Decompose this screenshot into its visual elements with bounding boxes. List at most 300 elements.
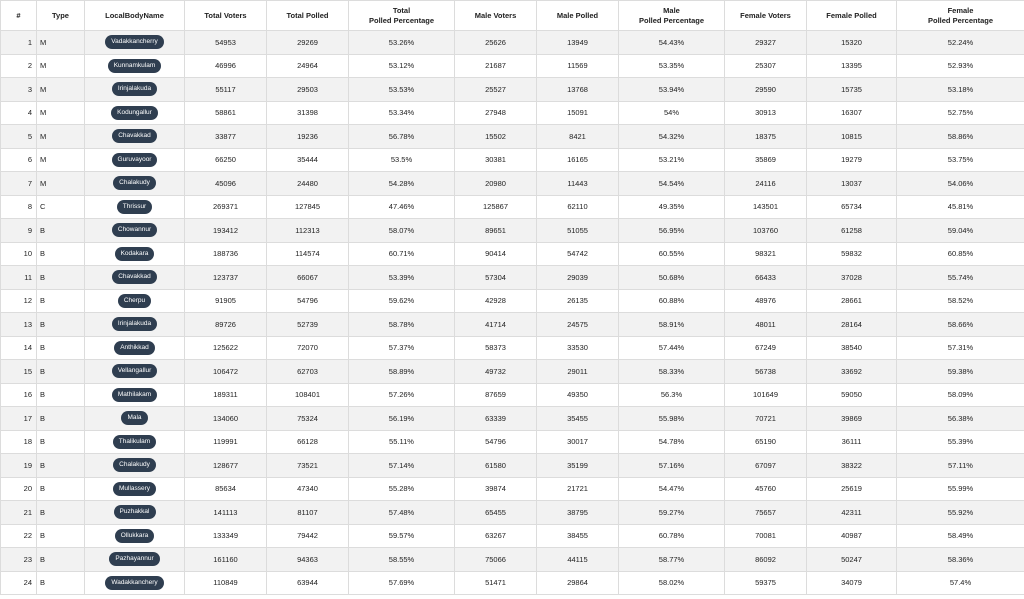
local-body-name-cell [85, 407, 185, 431]
male-voters-cell: 65455 [455, 501, 537, 525]
row-type-cell: M [37, 148, 85, 172]
header-male-polled[interactable]: Male Polled [537, 1, 619, 31]
male-voters-cell: 49732 [455, 360, 537, 384]
header-total-polled-percentage[interactable] [349, 1, 455, 31]
header-male-voters[interactable]: Male Voters [455, 1, 537, 31]
male-polled-cell: 54742 [537, 242, 619, 266]
total-polled-percentage-cell: 53.39% [349, 266, 455, 290]
header-male-pct-line1: Male [663, 5, 680, 15]
local-body-name-badge[interactable]: Kodungallur [111, 106, 158, 120]
total-polled-percentage-cell: 57.14% [349, 454, 455, 478]
total-polled-percentage-cell: 53.12% [349, 54, 455, 78]
table-row[interactable] [1, 548, 1024, 572]
female-polled-percentage-cell: 58.86% [897, 125, 1024, 149]
local-body-name-cell [85, 383, 185, 407]
local-body-name-cell [85, 148, 185, 172]
header-total-pct-line2: Polled Percentage [368, 15, 435, 25]
male-polled-cell: 62110 [537, 195, 619, 219]
male-polled-cell: 15091 [537, 101, 619, 125]
table-row[interactable] [1, 219, 1024, 243]
row-type-cell: B [37, 430, 85, 454]
table-row[interactable] [1, 78, 1024, 102]
local-body-name-cell [85, 78, 185, 102]
total-polled-percentage-cell: 57.37% [349, 336, 455, 360]
local-body-name-cell [85, 219, 185, 243]
male-polled-cell: 8421 [537, 125, 619, 149]
female-polled-percentage-cell: 56.38% [897, 407, 1024, 431]
local-body-name-cell [85, 548, 185, 572]
female-polled-cell: 28164 [807, 313, 897, 337]
total-voters-cell: 161160 [185, 548, 267, 572]
total-polled-percentage-cell: 59.57% [349, 524, 455, 548]
female-polled-percentage-cell: 58.36% [897, 548, 1024, 572]
row-type-cell: M [37, 31, 85, 55]
row-index-cell: 11 [1, 266, 37, 290]
table-row[interactable] [1, 54, 1024, 78]
header-local-body-name[interactable]: LocalBodyName [85, 1, 185, 31]
total-polled-percentage-cell: 58.78% [349, 313, 455, 337]
local-body-name-badge[interactable]: Chavakkad [112, 270, 157, 284]
total-polled-cell: 114574 [267, 242, 349, 266]
total-polled-cell: 81107 [267, 501, 349, 525]
female-polled-cell: 13037 [807, 172, 897, 196]
row-index-cell: 22 [1, 524, 37, 548]
row-index-cell: 6 [1, 148, 37, 172]
total-voters-cell: 58861 [185, 101, 267, 125]
total-polled-cell: 75324 [267, 407, 349, 431]
row-type-cell: B [37, 407, 85, 431]
row-index-cell: 7 [1, 172, 37, 196]
male-polled-percentage-cell: 58.77% [619, 548, 725, 572]
male-voters-cell: 25626 [455, 31, 537, 55]
row-index-cell: 13 [1, 313, 37, 337]
male-polled-cell: 29011 [537, 360, 619, 384]
female-polled-percentage-cell: 52.93% [897, 54, 1024, 78]
row-index-cell: 20 [1, 477, 37, 501]
male-polled-percentage-cell: 54% [619, 101, 725, 125]
male-polled-cell: 29864 [537, 571, 619, 595]
female-voters-cell: 30913 [725, 101, 807, 125]
local-body-name-badge[interactable]: Irinjalakuda [112, 82, 157, 96]
row-index-cell: 24 [1, 571, 37, 595]
female-voters-cell: 45760 [725, 477, 807, 501]
female-voters-cell: 67249 [725, 336, 807, 360]
male-voters-cell: 61580 [455, 454, 537, 478]
female-voters-cell: 35869 [725, 148, 807, 172]
local-body-name-badge[interactable]: Kunnamkulam [108, 59, 162, 73]
header-female-pct-line2: Polled Percentage [927, 15, 994, 25]
female-polled-cell: 40987 [807, 524, 897, 548]
local-body-name-cell [85, 266, 185, 290]
male-polled-cell: 11569 [537, 54, 619, 78]
male-voters-cell: 75066 [455, 548, 537, 572]
row-index-cell: 8 [1, 195, 37, 219]
female-polled-percentage-cell: 55.92% [897, 501, 1024, 525]
table-row[interactable] [1, 148, 1024, 172]
row-index-cell: 23 [1, 548, 37, 572]
local-body-name-badge[interactable]: Guruvayoor [112, 153, 158, 167]
male-polled-percentage-cell: 57.44% [619, 336, 725, 360]
total-voters-cell: 134060 [185, 407, 267, 431]
local-body-name-badge[interactable]: Chalakudy [113, 458, 156, 472]
local-body-name-cell [85, 242, 185, 266]
header-total-voters[interactable]: Total Voters [185, 1, 267, 31]
local-body-name-cell [85, 477, 185, 501]
local-body-name-badge[interactable]: Thalikulam [113, 435, 156, 449]
local-body-name-cell [85, 524, 185, 548]
local-body-name-badge[interactable]: Ollukkara [115, 529, 154, 543]
total-polled-percentage-cell: 54.28% [349, 172, 455, 196]
local-body-name-badge[interactable]: Mala [121, 411, 147, 425]
female-polled-percentage-cell: 58.52% [897, 289, 1024, 313]
female-polled-cell: 34079 [807, 571, 897, 595]
male-polled-percentage-cell: 54.32% [619, 125, 725, 149]
female-voters-cell: 143501 [725, 195, 807, 219]
local-body-name-badge[interactable]: Vadakkancherry [105, 35, 164, 49]
local-body-name-cell [85, 571, 185, 595]
table-row[interactable] [1, 407, 1024, 431]
female-polled-cell: 61258 [807, 219, 897, 243]
row-type-cell: B [37, 360, 85, 384]
row-type-cell: B [37, 548, 85, 572]
total-voters-cell: 55117 [185, 78, 267, 102]
male-polled-percentage-cell: 54.43% [619, 31, 725, 55]
table-row[interactable] [1, 172, 1024, 196]
row-type-cell: M [37, 172, 85, 196]
row-index-cell: 9 [1, 219, 37, 243]
female-voters-cell: 103760 [725, 219, 807, 243]
local-body-name-badge[interactable]: Anthikkad [114, 341, 155, 355]
total-polled-cell: 66128 [267, 430, 349, 454]
table-row[interactable] [1, 383, 1024, 407]
male-polled-percentage-cell: 54.47% [619, 477, 725, 501]
total-polled-cell: 108401 [267, 383, 349, 407]
table-row[interactable] [1, 125, 1024, 149]
female-polled-cell: 15735 [807, 78, 897, 102]
row-type-cell: B [37, 289, 85, 313]
local-body-name-cell [85, 289, 185, 313]
male-voters-cell: 57304 [455, 266, 537, 290]
row-index-cell: 14 [1, 336, 37, 360]
male-polled-percentage-cell: 53.94% [619, 78, 725, 102]
female-polled-percentage-cell: 57.31% [897, 336, 1024, 360]
male-polled-cell: 13949 [537, 31, 619, 55]
local-body-name-badge[interactable]: Chavakkad [112, 129, 157, 143]
local-body-name-cell [85, 195, 185, 219]
female-polled-cell: 38322 [807, 454, 897, 478]
table-row[interactable] [1, 477, 1024, 501]
header-male-pct-line2: Polled Percentage [638, 15, 705, 25]
male-polled-percentage-cell: 58.02% [619, 571, 725, 595]
total-polled-percentage-cell: 53.5% [349, 148, 455, 172]
male-polled-percentage-cell: 53.35% [619, 54, 725, 78]
row-type-cell: B [37, 571, 85, 595]
female-polled-percentage-cell: 55.39% [897, 430, 1024, 454]
male-voters-cell: 27948 [455, 101, 537, 125]
female-voters-cell: 65190 [725, 430, 807, 454]
total-voters-cell: 110849 [185, 571, 267, 595]
male-polled-percentage-cell: 50.68% [619, 266, 725, 290]
total-voters-cell: 46996 [185, 54, 267, 78]
female-polled-cell: 28661 [807, 289, 897, 313]
row-type-cell: B [37, 219, 85, 243]
row-type-cell: B [37, 524, 85, 548]
header-male-polled-percentage[interactable] [619, 1, 725, 31]
female-voters-cell: 70721 [725, 407, 807, 431]
total-polled-cell: 62703 [267, 360, 349, 384]
header-total-polled[interactable]: Total Polled [267, 1, 349, 31]
female-polled-cell: 38540 [807, 336, 897, 360]
male-voters-cell: 89651 [455, 219, 537, 243]
local-body-name-badge[interactable]: Wadakkanchery [105, 576, 163, 590]
table-row[interactable] [1, 101, 1024, 125]
male-voters-cell: 41714 [455, 313, 537, 337]
total-polled-percentage-cell: 57.69% [349, 571, 455, 595]
female-polled-percentage-cell: 45.81% [897, 195, 1024, 219]
total-voters-cell: 54953 [185, 31, 267, 55]
female-polled-percentage-cell: 57.4% [897, 571, 1024, 595]
table-row[interactable] [1, 430, 1024, 454]
table-row[interactable] [1, 266, 1024, 290]
table-row[interactable] [1, 336, 1024, 360]
male-voters-cell: 54796 [455, 430, 537, 454]
total-polled-cell: 52739 [267, 313, 349, 337]
male-polled-cell: 38455 [537, 524, 619, 548]
male-voters-cell: 58373 [455, 336, 537, 360]
male-voters-cell: 15502 [455, 125, 537, 149]
female-voters-cell: 24116 [725, 172, 807, 196]
total-polled-percentage-cell: 57.48% [349, 501, 455, 525]
male-polled-percentage-cell: 58.91% [619, 313, 725, 337]
male-polled-percentage-cell: 49.35% [619, 195, 725, 219]
total-polled-cell: 73521 [267, 454, 349, 478]
male-voters-cell: 25527 [455, 78, 537, 102]
local-body-name-badge[interactable]: Thrissur [117, 200, 152, 214]
total-polled-percentage-cell: 53.53% [349, 78, 455, 102]
female-polled-percentage-cell: 52.24% [897, 31, 1024, 55]
female-voters-cell: 48011 [725, 313, 807, 337]
total-voters-cell: 33877 [185, 125, 267, 149]
header-female-polled-percentage[interactable] [897, 1, 1024, 31]
male-voters-cell: 51471 [455, 571, 537, 595]
total-polled-cell: 24964 [267, 54, 349, 78]
row-type-cell: M [37, 125, 85, 149]
male-voters-cell: 90414 [455, 242, 537, 266]
local-body-name-badge[interactable]: Irinjalakuda [112, 317, 157, 331]
header-female-pct-line1: Female [947, 5, 974, 15]
local-body-name-badge[interactable]: Kodakara [115, 247, 155, 261]
header-type[interactable]: Type [37, 1, 85, 31]
total-voters-cell: 91905 [185, 289, 267, 313]
total-polled-cell: 66067 [267, 266, 349, 290]
total-polled-cell: 94363 [267, 548, 349, 572]
table-row[interactable] [1, 501, 1024, 525]
local-body-name-badge[interactable]: Chowannur [112, 223, 157, 237]
table-row[interactable] [1, 195, 1024, 219]
total-voters-cell: 123737 [185, 266, 267, 290]
local-body-name-cell [85, 313, 185, 337]
row-type-cell: B [37, 477, 85, 501]
female-voters-cell: 29327 [725, 31, 807, 55]
row-index-cell: 16 [1, 383, 37, 407]
female-polled-cell: 10815 [807, 125, 897, 149]
female-voters-cell: 70081 [725, 524, 807, 548]
female-voters-cell: 66433 [725, 266, 807, 290]
total-voters-cell: 141113 [185, 501, 267, 525]
male-voters-cell: 87659 [455, 383, 537, 407]
row-index-cell: 17 [1, 407, 37, 431]
male-polled-cell: 21721 [537, 477, 619, 501]
male-polled-percentage-cell: 54.78% [619, 430, 725, 454]
local-body-name-cell [85, 54, 185, 78]
male-polled-percentage-cell: 53.21% [619, 148, 725, 172]
male-polled-cell: 44115 [537, 548, 619, 572]
female-polled-percentage-cell: 58.66% [897, 313, 1024, 337]
total-voters-cell: 188736 [185, 242, 267, 266]
female-voters-cell: 29590 [725, 78, 807, 102]
table-row[interactable] [1, 31, 1024, 55]
male-polled-percentage-cell: 60.78% [619, 524, 725, 548]
male-voters-cell: 21687 [455, 54, 537, 78]
male-voters-cell: 20980 [455, 172, 537, 196]
male-polled-cell: 30017 [537, 430, 619, 454]
male-polled-percentage-cell: 58.33% [619, 360, 725, 384]
female-polled-cell: 33692 [807, 360, 897, 384]
total-voters-cell: 189311 [185, 383, 267, 407]
total-voters-cell: 269371 [185, 195, 267, 219]
female-polled-cell: 16307 [807, 101, 897, 125]
local-body-name-badge[interactable]: Puzhakkal [114, 505, 156, 519]
male-polled-cell: 51055 [537, 219, 619, 243]
male-voters-cell: 39874 [455, 477, 537, 501]
total-polled-percentage-cell: 59.62% [349, 289, 455, 313]
table-row[interactable] [1, 571, 1024, 595]
male-polled-cell: 38795 [537, 501, 619, 525]
row-index-cell: 12 [1, 289, 37, 313]
total-polled-cell: 54796 [267, 289, 349, 313]
table-row[interactable] [1, 454, 1024, 478]
table-body [1, 31, 1024, 595]
total-voters-cell: 85634 [185, 477, 267, 501]
male-voters-cell: 63339 [455, 407, 537, 431]
local-body-name-cell [85, 125, 185, 149]
row-index-cell: 4 [1, 101, 37, 125]
female-voters-cell: 56738 [725, 360, 807, 384]
female-polled-percentage-cell: 59.38% [897, 360, 1024, 384]
total-polled-cell: 24480 [267, 172, 349, 196]
male-polled-cell: 33530 [537, 336, 619, 360]
row-type-cell: B [37, 501, 85, 525]
total-voters-cell: 66250 [185, 148, 267, 172]
male-polled-percentage-cell: 60.88% [619, 289, 725, 313]
male-polled-percentage-cell: 55.98% [619, 407, 725, 431]
local-body-name-badge[interactable]: Chalakudy [113, 176, 156, 190]
female-polled-percentage-cell: 57.11% [897, 454, 1024, 478]
total-polled-percentage-cell: 56.78% [349, 125, 455, 149]
table-row[interactable] [1, 524, 1024, 548]
male-polled-percentage-cell: 56.95% [619, 219, 725, 243]
total-voters-cell: 89726 [185, 313, 267, 337]
header-female-polled[interactable]: Female Polled [807, 1, 897, 31]
total-polled-cell: 29503 [267, 78, 349, 102]
total-polled-percentage-cell: 57.26% [349, 383, 455, 407]
local-body-name-cell [85, 454, 185, 478]
table-row[interactable] [1, 360, 1024, 384]
female-voters-cell: 67097 [725, 454, 807, 478]
local-body-name-badge[interactable]: Vellangallur [112, 364, 158, 378]
female-polled-cell: 39869 [807, 407, 897, 431]
female-polled-cell: 36111 [807, 430, 897, 454]
row-type-cell: B [37, 454, 85, 478]
row-index-cell: 3 [1, 78, 37, 102]
local-body-name-badge[interactable]: Mathilakam [112, 388, 157, 402]
total-polled-percentage-cell: 47.46% [349, 195, 455, 219]
table-row[interactable] [1, 289, 1024, 313]
local-body-name-badge[interactable]: Cherpu [118, 294, 151, 308]
row-type-cell: M [37, 101, 85, 125]
female-polled-cell: 25619 [807, 477, 897, 501]
total-polled-percentage-cell: 58.55% [349, 548, 455, 572]
local-body-name-badge[interactable]: Mullassery [113, 482, 156, 496]
male-polled-percentage-cell: 59.27% [619, 501, 725, 525]
local-body-name-cell [85, 430, 185, 454]
row-type-cell: C [37, 195, 85, 219]
female-polled-percentage-cell: 60.85% [897, 242, 1024, 266]
male-polled-cell: 24575 [537, 313, 619, 337]
table-header-row [1, 1, 1024, 31]
total-voters-cell: 45096 [185, 172, 267, 196]
total-polled-percentage-cell: 56.19% [349, 407, 455, 431]
total-polled-cell: 19236 [267, 125, 349, 149]
total-polled-cell: 79442 [267, 524, 349, 548]
total-voters-cell: 125622 [185, 336, 267, 360]
table-row[interactable] [1, 313, 1024, 337]
row-type-cell: B [37, 266, 85, 290]
female-polled-cell: 59050 [807, 383, 897, 407]
total-polled-cell: 127845 [267, 195, 349, 219]
table-row[interactable] [1, 242, 1024, 266]
female-polled-percentage-cell: 55.99% [897, 477, 1024, 501]
female-polled-percentage-cell: 58.09% [897, 383, 1024, 407]
total-polled-cell: 35444 [267, 148, 349, 172]
male-polled-cell: 35199 [537, 454, 619, 478]
local-body-name-cell [85, 336, 185, 360]
male-polled-cell: 13768 [537, 78, 619, 102]
male-polled-cell: 11443 [537, 172, 619, 196]
header-total-pct-line1: Total [392, 5, 411, 15]
female-polled-cell: 13395 [807, 54, 897, 78]
female-polled-percentage-cell: 58.49% [897, 524, 1024, 548]
row-index-cell: 1 [1, 31, 37, 55]
total-polled-percentage-cell: 55.11% [349, 430, 455, 454]
female-polled-percentage-cell: 54.06% [897, 172, 1024, 196]
header-female-voters[interactable]: Female Voters [725, 1, 807, 31]
female-polled-cell: 15320 [807, 31, 897, 55]
row-index-cell: 19 [1, 454, 37, 478]
female-voters-cell: 48976 [725, 289, 807, 313]
local-body-name-cell [85, 501, 185, 525]
local-body-name-cell [85, 31, 185, 55]
female-voters-cell: 101649 [725, 383, 807, 407]
female-voters-cell: 25307 [725, 54, 807, 78]
row-type-cell: M [37, 54, 85, 78]
female-polled-cell: 59832 [807, 242, 897, 266]
header-index[interactable]: # [1, 1, 37, 31]
row-type-cell: B [37, 383, 85, 407]
total-polled-percentage-cell: 53.34% [349, 101, 455, 125]
row-index-cell: 2 [1, 54, 37, 78]
local-body-name-badge[interactable]: Pazhayannur [109, 552, 159, 566]
